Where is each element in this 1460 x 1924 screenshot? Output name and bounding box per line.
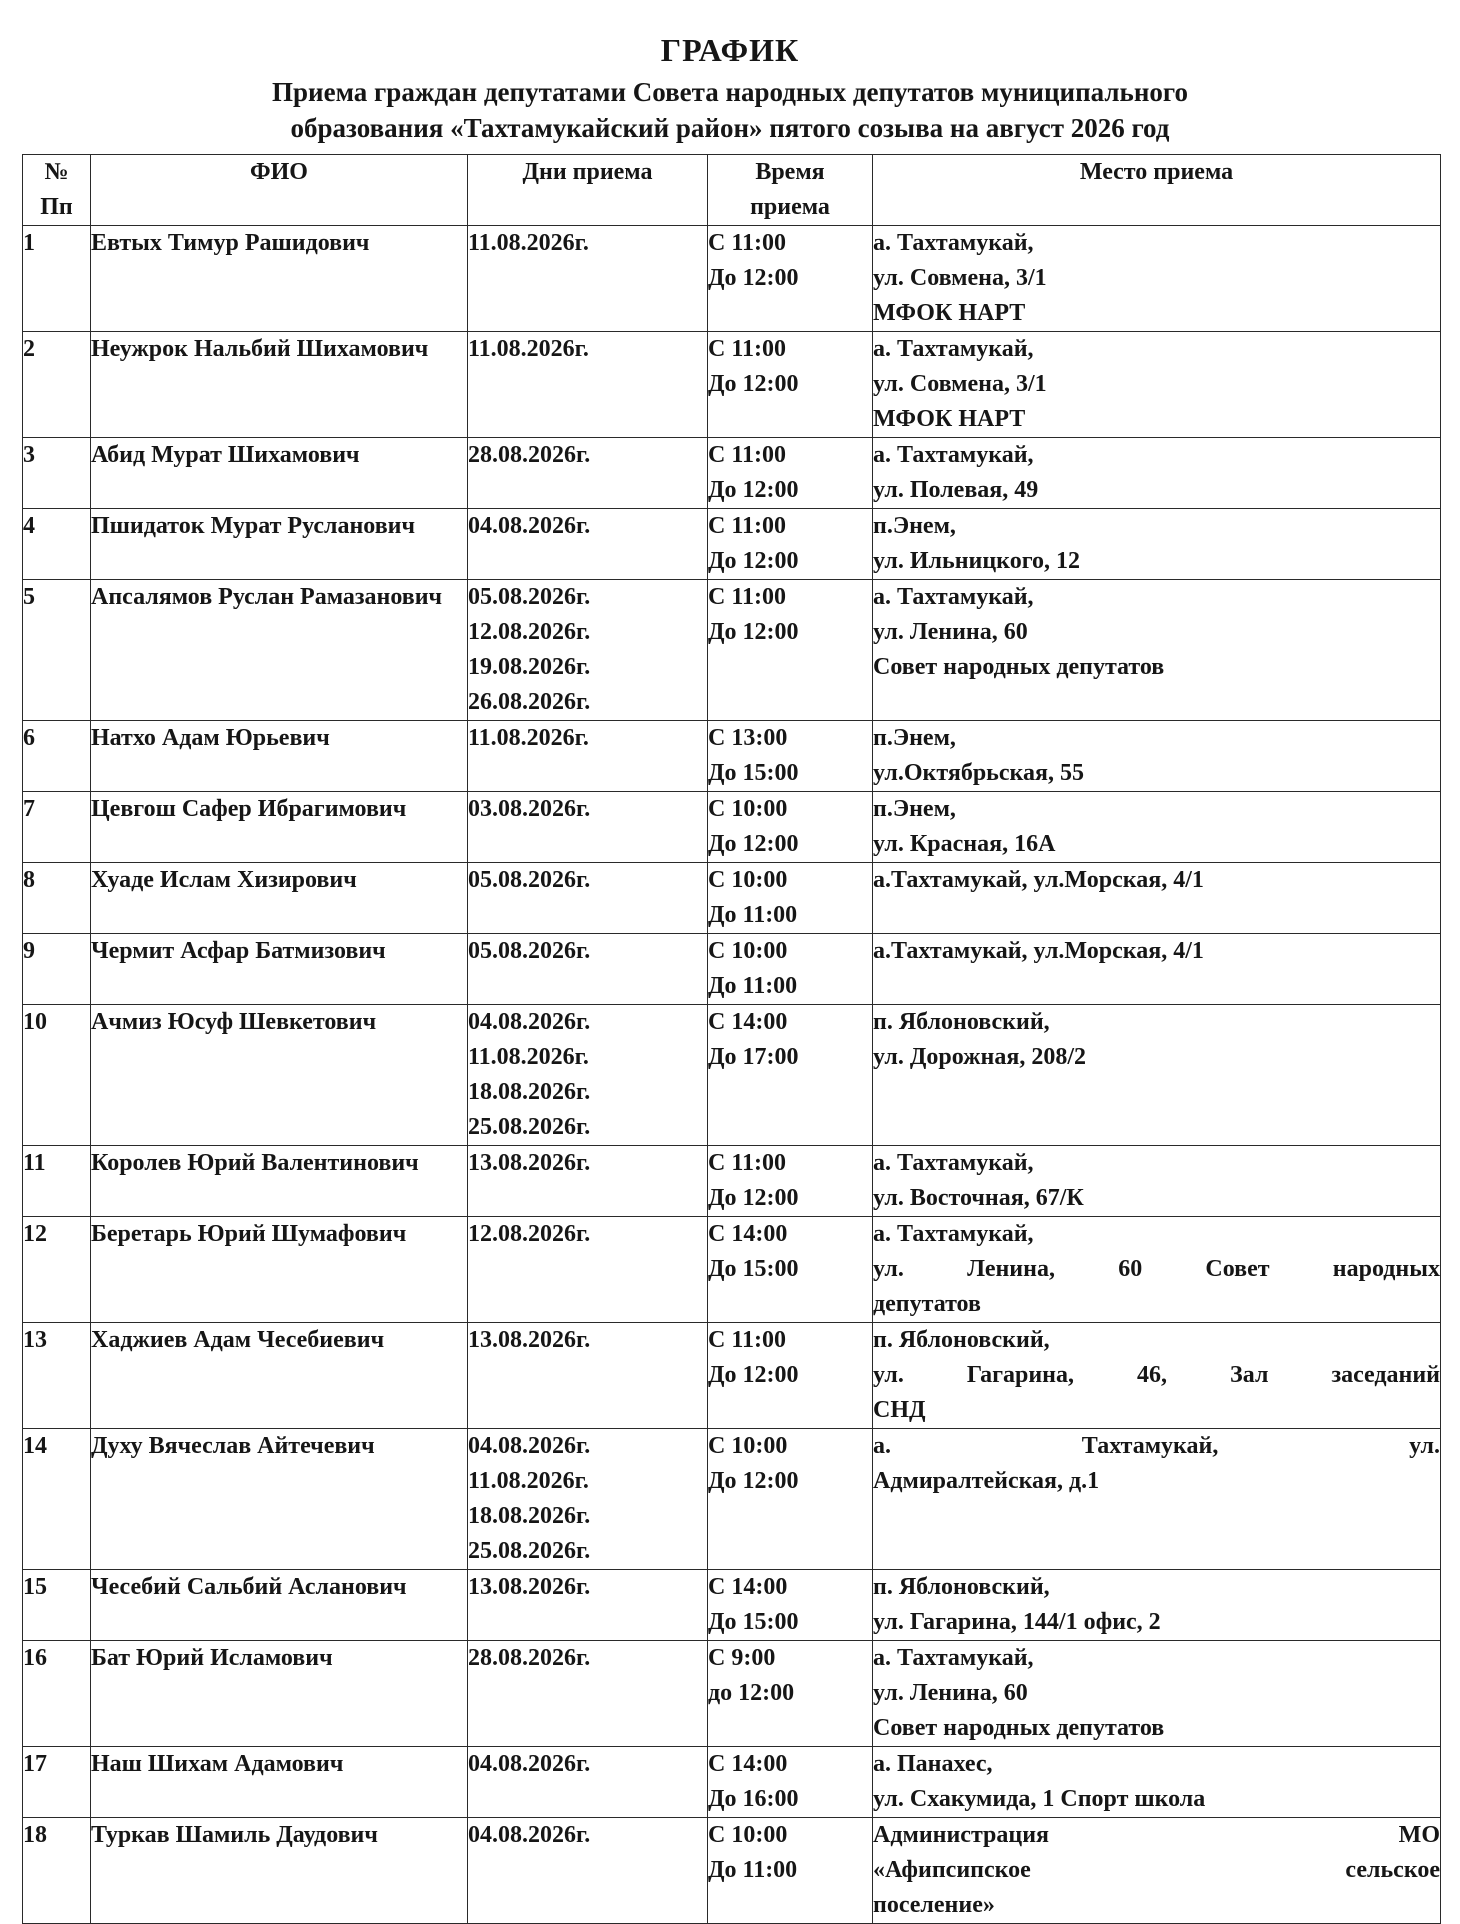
place-line: а. Тахтамукай, ул.: [873, 1433, 1440, 1459]
reception-date: 11.08.2026г.: [468, 1468, 589, 1494]
reception-days: [468, 580, 708, 721]
deputy-name: Неужрок Нальбий Шихамович: [91, 332, 468, 438]
table-header-row: [23, 155, 1441, 226]
reception-date: 25.08.2026г.: [468, 1538, 591, 1564]
time-from: С 10:00: [708, 796, 788, 822]
table-row: [23, 1005, 1441, 1146]
table-row: [23, 1818, 1441, 1924]
row-number: 10: [23, 1005, 91, 1146]
time-to: До 12:00: [708, 619, 799, 645]
place-line: а.Тахтамукай, ул.Морская, 4/1: [873, 938, 1204, 964]
table-row: [23, 332, 1441, 438]
deputy-name: Абид Мурат Шихамович: [91, 438, 468, 509]
deputy-name: Пшидаток Мурат Русланович: [91, 509, 468, 580]
reception-place: [873, 1217, 1441, 1323]
reception-place: [873, 1818, 1441, 1924]
row-number: 16: [23, 1641, 91, 1747]
reception-days: [468, 226, 708, 332]
reception-time: [708, 1323, 873, 1429]
place-line: «Афипсипское сельское: [873, 1857, 1440, 1883]
time-to: До 15:00: [708, 1609, 799, 1635]
place-line: ул. Красная, 16А: [873, 831, 1056, 857]
deputy-name: Туркав Шамиль Даудович: [91, 1818, 468, 1924]
place-line: ул. Ленина, 60: [873, 1680, 1028, 1706]
reception-time: [708, 1146, 873, 1217]
reception-date: 13.08.2026г.: [468, 1327, 591, 1353]
reception-time: [708, 509, 873, 580]
time-from: С 11:00: [708, 1327, 786, 1353]
time-from: С 14:00: [708, 1751, 788, 1777]
place-line: п. Яблоновский,: [873, 1574, 1050, 1600]
place-line: п. Яблоновский,: [873, 1009, 1050, 1035]
reception-date: 04.08.2026г.: [468, 1433, 591, 1459]
reception-time: [708, 863, 873, 934]
place-line: п.Энем,: [873, 725, 956, 751]
reception-date: 18.08.2026г.: [468, 1503, 591, 1529]
time-from: С 9:00: [708, 1645, 776, 1671]
time-to: До 12:00: [708, 1362, 799, 1388]
reception-date: 04.08.2026г.: [468, 1009, 591, 1035]
place-line: а. Тахтамукай,: [873, 442, 1034, 468]
column-header-number-line-2: Пп: [40, 194, 73, 220]
time-to: До 12:00: [708, 1185, 799, 1211]
reception-place: [873, 580, 1441, 721]
row-number: 14: [23, 1429, 91, 1570]
place-line: п. Яблоновский,: [873, 1327, 1050, 1353]
column-header-days: Дни приема: [468, 155, 708, 226]
place-line: ул. Ленина, 60 Совет народных: [873, 1256, 1440, 1282]
table-row: [23, 1323, 1441, 1429]
time-from: С 11:00: [708, 230, 786, 256]
reception-days: [468, 1747, 708, 1818]
place-line: ул. Гагарина, 46, Зал заседаний: [873, 1362, 1440, 1388]
reception-place: [873, 1323, 1441, 1429]
reception-days: [468, 1323, 708, 1429]
place-line: а. Тахтамукай,: [873, 230, 1034, 256]
time-from: С 14:00: [708, 1574, 788, 1600]
document-header: [0, 22, 1460, 146]
schedule-table: [22, 154, 1441, 1924]
reception-place: [873, 438, 1441, 509]
time-to: До 12:00: [708, 477, 799, 503]
reception-days: [468, 1146, 708, 1217]
reception-days: [468, 509, 708, 580]
reception-date: 04.08.2026г.: [468, 513, 591, 539]
reception-time: [708, 792, 873, 863]
document-subtitle-line-1: Приема граждан депутатами Совета народных депутатов муниципального: [272, 77, 1188, 107]
reception-date: 05.08.2026г.: [468, 584, 591, 610]
reception-time: [708, 438, 873, 509]
place-line: депутатов: [873, 1291, 981, 1317]
place-line: МФОК НАРТ: [873, 300, 1026, 326]
deputy-name: Хаджиев Адам Чесебиевич: [91, 1323, 468, 1429]
deputy-name: Натхо Адам Юрьевич: [91, 721, 468, 792]
place-line: МФОК НАРТ: [873, 406, 1026, 432]
deputy-name: Хуаде Ислам Хизирович: [91, 863, 468, 934]
reception-place: [873, 1747, 1441, 1818]
row-number: 13: [23, 1323, 91, 1429]
reception-time: [708, 1005, 873, 1146]
time-from: С 10:00: [708, 1822, 788, 1848]
reception-date: 13.08.2026г.: [468, 1574, 591, 1600]
time-from: С 11:00: [708, 584, 786, 610]
reception-days: [468, 438, 708, 509]
time-from: С 11:00: [708, 336, 786, 362]
time-from: С 14:00: [708, 1009, 788, 1035]
reception-date: 19.08.2026г.: [468, 654, 591, 680]
time-from: С 11:00: [708, 442, 786, 468]
reception-time: [708, 1429, 873, 1570]
deputy-name: Бат Юрий Исламович: [91, 1641, 468, 1747]
place-line: ул. Совмена, 3/1: [873, 371, 1047, 397]
time-to: До 12:00: [708, 265, 799, 291]
place-line: а.Тахтамукай, ул.Морская, 4/1: [873, 867, 1204, 893]
time-to: До 15:00: [708, 760, 799, 786]
column-header-number-line-1: №: [44, 159, 69, 185]
place-line: ул.Октябрьская, 55: [873, 760, 1084, 786]
place-line: ул. Восточная, 67/К: [873, 1185, 1084, 1211]
document-subtitle-line-2: образования «Тахтамукайский район» пятого созыва на август 2026 год: [290, 113, 1170, 143]
table-row: [23, 1217, 1441, 1323]
column-header-time-line-2: приема: [750, 194, 830, 220]
place-line: Адмиралтейская, д.1: [873, 1468, 1100, 1494]
reception-place: [873, 1146, 1441, 1217]
place-line: Администрация МО: [873, 1822, 1440, 1848]
table-row: [23, 863, 1441, 934]
time-to: До 11:00: [708, 902, 798, 928]
time-to: До 17:00: [708, 1044, 799, 1070]
time-to: До 12:00: [708, 548, 799, 574]
row-number: 8: [23, 863, 91, 934]
table-row: [23, 580, 1441, 721]
table-row: [23, 934, 1441, 1005]
place-line: поселение»: [873, 1892, 995, 1918]
reception-place: [873, 226, 1441, 332]
row-number: 17: [23, 1747, 91, 1818]
reception-time: [708, 721, 873, 792]
column-header-time-line-1: Время: [755, 159, 825, 185]
reception-place: [873, 1641, 1441, 1747]
place-line: а. Тахтамукай,: [873, 1221, 1034, 1247]
place-line: Совет народных депутатов: [873, 654, 1165, 680]
reception-time: [708, 226, 873, 332]
deputy-name: Евтых Тимур Рашидович: [91, 226, 468, 332]
document-title: ГРАФИК: [660, 32, 800, 68]
table-row: [23, 438, 1441, 509]
reception-date: 11.08.2026г.: [468, 1044, 589, 1070]
table-row: [23, 1641, 1441, 1747]
reception-days: [468, 332, 708, 438]
place-line: п.Энем,: [873, 796, 956, 822]
reception-place: [873, 509, 1441, 580]
reception-place: [873, 934, 1441, 1005]
column-header-name: ФИО: [91, 155, 468, 226]
place-line: ул. Ильницкого, 12: [873, 548, 1080, 574]
reception-days: [468, 792, 708, 863]
time-from: С 10:00: [708, 867, 788, 893]
reception-date: 25.08.2026г.: [468, 1114, 591, 1140]
place-line: а. Тахтамукай,: [873, 1645, 1034, 1671]
reception-place: [873, 1570, 1441, 1641]
reception-place: [873, 792, 1441, 863]
reception-date: 11.08.2026г.: [468, 725, 589, 751]
table-row: [23, 509, 1441, 580]
reception-date: 18.08.2026г.: [468, 1079, 591, 1105]
table-body: [23, 226, 1441, 1924]
reception-days: [468, 863, 708, 934]
time-from: С 11:00: [708, 513, 786, 539]
place-line: ул. Совмена, 3/1: [873, 265, 1047, 291]
reception-date: 12.08.2026г.: [468, 619, 591, 645]
reception-place: [873, 1429, 1441, 1570]
row-number: 1: [23, 226, 91, 332]
time-to: До 15:00: [708, 1256, 799, 1282]
reception-date: 13.08.2026г.: [468, 1150, 591, 1176]
reception-time: [708, 1217, 873, 1323]
reception-time: [708, 1641, 873, 1747]
column-header-place: Место приема: [873, 155, 1441, 226]
place-line: ул. Гагарина, 144/1 офис, 2: [873, 1609, 1161, 1635]
reception-time: [708, 1570, 873, 1641]
place-line: ул. Дорожная, 208/2: [873, 1044, 1087, 1070]
row-number: 5: [23, 580, 91, 721]
reception-date: 05.08.2026г.: [468, 938, 591, 964]
table-row: [23, 792, 1441, 863]
deputy-name: Чесебий Сальбий Асланович: [91, 1570, 468, 1641]
row-number: 7: [23, 792, 91, 863]
place-line: СНД: [873, 1397, 926, 1423]
reception-days: [468, 1641, 708, 1747]
reception-days: [468, 934, 708, 1005]
reception-place: [873, 332, 1441, 438]
place-line: ул. Ленина, 60: [873, 619, 1028, 645]
deputy-name: Беретарь Юрий Шумафович: [91, 1217, 468, 1323]
time-from: С 10:00: [708, 938, 788, 964]
time-to: До 16:00: [708, 1786, 799, 1812]
row-number: 2: [23, 332, 91, 438]
place-line: п.Энем,: [873, 513, 956, 539]
row-number: 15: [23, 1570, 91, 1641]
place-line: а. Панахес,: [873, 1751, 993, 1777]
reception-place: [873, 863, 1441, 934]
reception-days: [468, 1570, 708, 1641]
column-header-time: [708, 155, 873, 226]
reception-days: [468, 1818, 708, 1924]
row-number: 4: [23, 509, 91, 580]
column-header-number: [23, 155, 91, 226]
place-line: Совет народных депутатов: [873, 1715, 1165, 1741]
row-number: 12: [23, 1217, 91, 1323]
time-to: До 12:00: [708, 831, 799, 857]
deputy-name: Чермит Асфар Батмизович: [91, 934, 468, 1005]
row-number: 9: [23, 934, 91, 1005]
table-row: [23, 1570, 1441, 1641]
deputy-name: Королев Юрий Валентинович: [91, 1146, 468, 1217]
reception-place: [873, 1005, 1441, 1146]
reception-time: [708, 934, 873, 1005]
reception-days: [468, 1005, 708, 1146]
row-number: 18: [23, 1818, 91, 1924]
reception-days: [468, 721, 708, 792]
time-to: до 12:00: [708, 1680, 795, 1706]
time-to: До 12:00: [708, 1468, 799, 1494]
table-row: [23, 1429, 1441, 1570]
place-line: а. Тахтамукай,: [873, 336, 1034, 362]
row-number: 11: [23, 1146, 91, 1217]
row-number: 6: [23, 721, 91, 792]
place-line: а. Тахтамукай,: [873, 1150, 1034, 1176]
deputy-name: Ачмиз Юсуф Шевкетович: [91, 1005, 468, 1146]
table-row: [23, 1747, 1441, 1818]
table-row: [23, 226, 1441, 332]
reception-date: 05.08.2026г.: [468, 867, 591, 893]
reception-date: 11.08.2026г.: [468, 230, 589, 256]
time-to: До 11:00: [708, 973, 798, 999]
reception-time: [708, 580, 873, 721]
reception-date: 04.08.2026г.: [468, 1751, 591, 1777]
table-row: [23, 1146, 1441, 1217]
time-from: С 14:00: [708, 1221, 788, 1247]
reception-date: 28.08.2026г.: [468, 442, 591, 468]
deputy-name: Апсалямов Руслан Рамазанович: [91, 580, 468, 721]
reception-date: 04.08.2026г.: [468, 1822, 591, 1848]
place-line: ул. Полевая, 49: [873, 477, 1039, 503]
reception-days: [468, 1217, 708, 1323]
deputy-name: Цевгош Сафер Ибрагимович: [91, 792, 468, 863]
reception-date: 28.08.2026г.: [468, 1645, 591, 1671]
time-to: До 11:00: [708, 1857, 798, 1883]
place-line: а. Тахтамукай,: [873, 584, 1034, 610]
reception-time: [708, 1818, 873, 1924]
reception-date: 11.08.2026г.: [468, 336, 589, 362]
deputy-name: Духу Вячеслав Айтечевич: [91, 1429, 468, 1570]
row-number: 3: [23, 438, 91, 509]
table-row: [23, 721, 1441, 792]
reception-time: [708, 1747, 873, 1818]
reception-time: [708, 332, 873, 438]
reception-days: [468, 1429, 708, 1570]
deputy-name: Наш Шихам Адамович: [91, 1747, 468, 1818]
reception-place: [873, 721, 1441, 792]
reception-date: 12.08.2026г.: [468, 1221, 591, 1247]
reception-date: 03.08.2026г.: [468, 796, 591, 822]
reception-date: 26.08.2026г.: [468, 689, 591, 715]
time-to: До 12:00: [708, 371, 799, 397]
time-from: С 10:00: [708, 1433, 788, 1459]
time-from: С 13:00: [708, 725, 788, 751]
time-from: С 11:00: [708, 1150, 786, 1176]
place-line: ул. Схакумида, 1 Спорт школа: [873, 1786, 1206, 1812]
